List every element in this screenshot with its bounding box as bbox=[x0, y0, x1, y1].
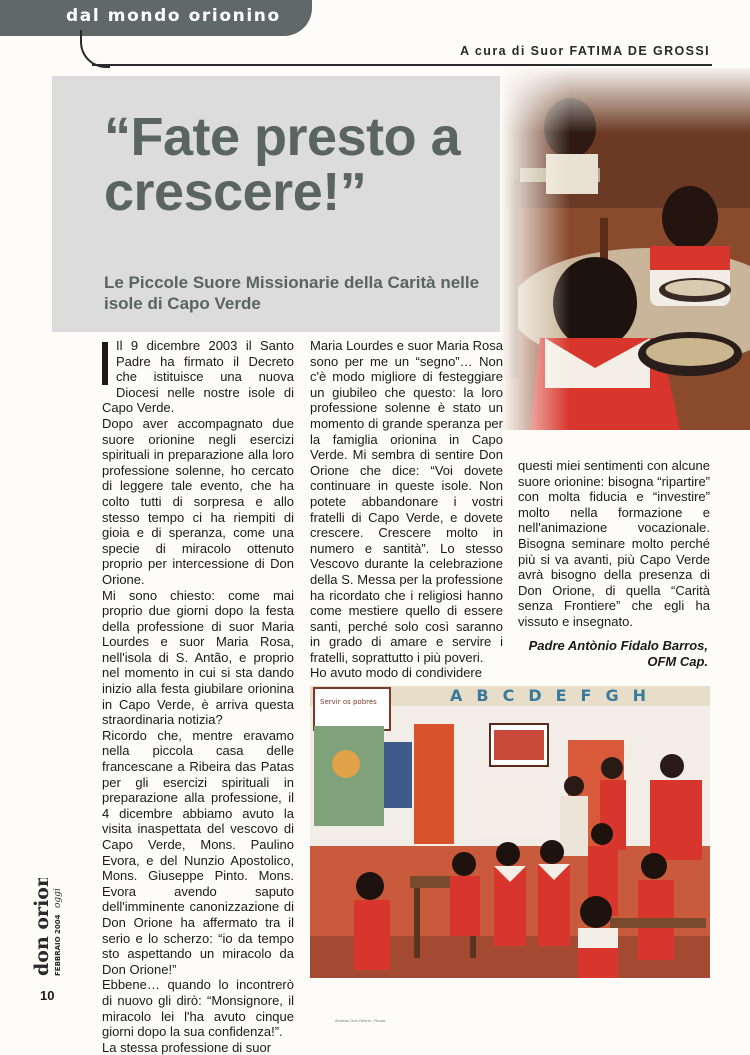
paragraph: Dopo aver accompagnato due suore orionine negli esercizi spirituali in preparazione alla loro professione solenne, ho cercato di leggere tale evento, che ha colto tutti di sorpresa e allo stesso tempo ci ha riempiti di gioia e di speranza, come una specie di miracolo ottenuto proprio per intercessione di Don Orione. bbox=[102, 415, 294, 587]
magazine-logo bbox=[24, 878, 64, 978]
section-tab bbox=[0, 0, 312, 36]
banner-text: Servir os pobres bbox=[320, 698, 377, 706]
magazine-logo-image bbox=[24, 878, 64, 978]
logo-wordmark: don orione bbox=[31, 878, 53, 976]
drop-cap bbox=[102, 342, 108, 385]
article-column-1 bbox=[102, 338, 294, 1055]
paragraph: Il 9 dicembre 2003 il Santo Padre ha firmato il Decreto che istituisce una nuova Diocesi nelle nostre isole di Capo Verde. bbox=[102, 338, 294, 416]
logo-issue: FEBBRAIO 2004 bbox=[54, 914, 62, 976]
author-order: OFM Cap. bbox=[647, 654, 708, 669]
author-signature bbox=[529, 638, 708, 670]
article-subtitle: Le Piccole Suore Missionarie della Carità nelle isole di Capo Verde bbox=[104, 273, 480, 313]
header-rule bbox=[92, 64, 712, 66]
photo-children-eating bbox=[500, 68, 750, 430]
logo-oggi: oggi bbox=[53, 888, 63, 908]
article-title: “Fate presto a crescere!” bbox=[104, 107, 461, 222]
photo-credit: Archivio Don Orione - Roma bbox=[335, 1018, 386, 1023]
curator-credit: A cura di Suor FATIMA DE GROSSI bbox=[460, 44, 710, 58]
page-number: 10 bbox=[40, 988, 55, 1003]
paragraph: Maria Lourdes e suor Maria Rosa sono per me un “segno”… Non c'è modo migliore di festeggiare un giubileo che questo: la loro professione solenne è stato un momento di grande speranza per la famiglia orionina in Capo Verde. Mi sembra di sentire Don Orione che dice: “Voi dovete continuare in queste isole. Non potete abbandonare i vostri fratelli di Capo Verde, e dovete crescere. Crescere molto in numero e santità”. Lo stesso Vescovo durante la celebrazione della S. Messa per la professione ha ricordato che i religiosi hanno come mestiere quello di essere santi, perché solo così saranno in grado di amare e servire i fratelli, soprattutto i più poveri. bbox=[310, 338, 503, 665]
photo-children-eating-image bbox=[500, 68, 750, 430]
paragraph: Ho avuto modo di condividere bbox=[310, 665, 482, 681]
paragraph: La stessa professione di suor bbox=[102, 1039, 272, 1055]
paragraph: Ebbene… quando lo incontrerò di nuovo gli dirò: “Monsignore, il miracolo lei l'ha avuto cinque giorni dopo la sua confidenza!”. bbox=[102, 977, 294, 1040]
article-column-2 bbox=[310, 338, 503, 681]
paragraph: questi miei sentimenti con alcune suore orionine: bisogna “ripartire” con molta fiducia e “investire” molto nella formazione e nell'animazione vocazionale. Bisogna seminare molto perché più si va avanti, più Capo Verde avrà bisogno della presenza di Don Orione, di quella “Carità senza Frontiere” che egli ha vissuto e insegnato. bbox=[518, 458, 710, 629]
header-curve bbox=[80, 30, 110, 68]
alphabet-frieze: ABCDEFGH bbox=[450, 686, 660, 705]
section-title: dal mondo orionino bbox=[66, 6, 281, 26]
photo-classroom bbox=[310, 686, 710, 978]
photo-classroom-image bbox=[310, 686, 710, 978]
paragraph: Ricordo che, mentre eravamo nella piccola casa delle francescane a Ribeira das Patas per gli esercizi spirituali in preparazione alla professione, il 4 dicembre abbiamo avuto la visita inaspettata del vescovo di Capo Verde, Mons. Paulino Evora, e del Nunzio Apostolico, Mons. Giuseppe Pinto. Mons. Evora avendo saputo dell'imminente canonizzazione di Don Orione ha affermato tra il serio e lo scherzo: “io da tempo sto aspettando un miracolo da Don Orione!” bbox=[102, 727, 294, 977]
article-column-3 bbox=[518, 458, 710, 630]
paragraph: Mi sono chiesto: come mai proprio due giorni dopo la festa della professione di suor Maria Lourdes e suor Maria Rosa, nell'isola di S. Antão, e proprio nel momento in cui si sta dando inizio alla festa giubilare orionina in Capo Verde, è arriva questa straordinaria notizia? bbox=[102, 587, 294, 728]
author-name: Padre Antònio Fidalo Barros, bbox=[528, 638, 708, 653]
